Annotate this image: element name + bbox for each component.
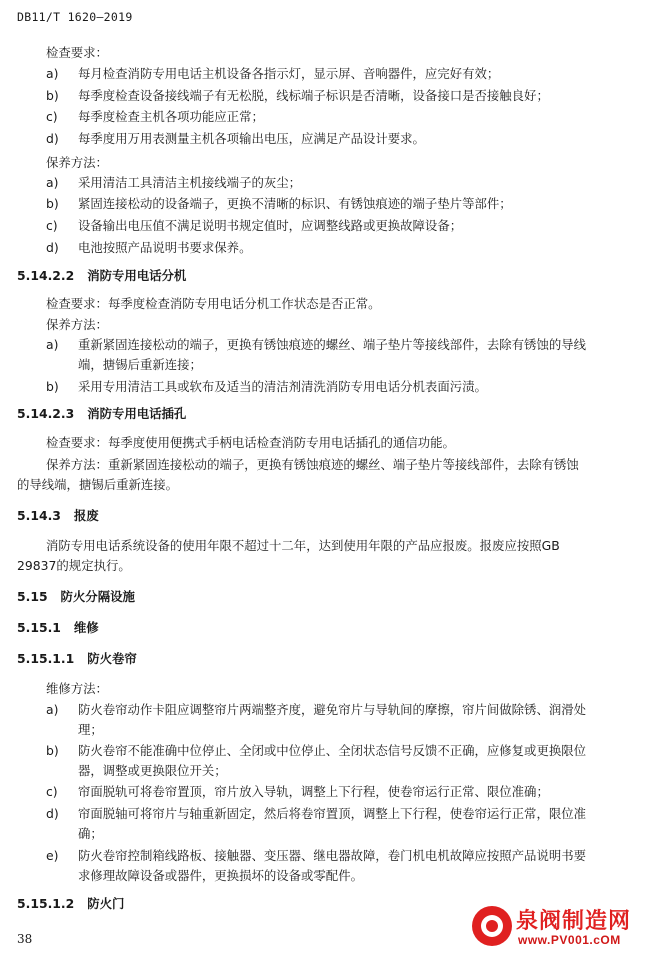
repair-method-label: 维修方法： xyxy=(46,681,108,696)
watermark-url: www.PV001.cOM xyxy=(518,933,621,947)
section-heading: 5.15.1.2 防火门 xyxy=(17,896,125,911)
paragraph-continuation: 的导线端，搪锡后重新连接。 xyxy=(17,477,179,492)
watermark-logo xyxy=(472,904,642,958)
section-heading: 5.15.1.1 防火卷帘 xyxy=(17,651,137,666)
document-header: DB11/T 1620—2019 xyxy=(17,10,133,24)
section-heading: 5.14.2.3 消防专用电话插孔 xyxy=(17,406,187,421)
maintenance-method-label: 保养方法： xyxy=(46,317,108,332)
paragraph: 检查要求：每季度检查消防专用电话分机工作状态是否正常。 xyxy=(46,296,381,311)
document-page: DB11/T 1620—2019 检查要求： a) 每月检查消防专用电话主机设备各指示灯，显示屏、音响器件，应完好有效； b) 每季度检查设备接线端子有无松脱，线标端子标识是否清晰，设备接口是否接触良好； c) 每季度检查主机各项功能应正常； d) 每季度用万用表测量主机各项输出电压，应满足产品设计要求。 保养方法： a) 采用清洁工具清洁主机接线端子的灰尘； b) 紧固连接松动的设备端子，更换不清晰的标识、有锈蚀痕迹的端子垫片等部件； c) 设备输出电压值不满足说明书规定值时，应调整线路或更换故障设备； d) 电池按照产品说明书要求保养。 5.14.2.2 消防专用电话分机 检查要求：每季度检查消防专用电话分机工作状态是否正常。 保养方法： a) 重新紧固连接松动的端子，更换有锈蚀痕迹的螺丝、端子垫片等接线部件，去除有锈蚀的导线 端，搪锡后重新连接； b) 采用专用清洁工具或软布及适当的清洁剂清洗消防专用电话分机表面污渍。 5.14.2.3 消防专用电话插孔 检查要求：每季度使用便携式手柄电话检查消防专用电话插孔的通信功能。 保养方法：重新紧固连接松动的端子，更换有锈蚀痕迹的螺丝、端子垫片等接线部件，去除有锈蚀 的导线端，搪锡后重新连接。 5.14.3 报废 消防专用电话系统设备的使用年限不超过十二年，达到使用年限的产品应报废。报废应按照GB 29837的规定执行。 5.15 防火分隔设施 5.15.1 维修 5.15.1.1 防火卷帘 维修方法： a) 防火卷帘动作卡阻应调整帘片两端整齐度，避免帘片与导轨间的摩擦，帘片间做除锈、润滑处 理； b) 防火卷帘不能准确中位停止、全闭或中位停止、全闭状态信号反馈不正确，应修复或更换限位 器，调整或更换限位开关； c) 帘面脱轨可将卷帘置顶，帘片放入导轨，调整上下行程，使卷帘运行正常、限位准确； d) 帘面脱轴可将帘片与轴重新固定，然后将卷帘置顶，调整上下行程，使卷帘运行正常，限位准 确； e) 防火卷帘控制箱线路板、接触器、变压器、继电器故障，卷门机电机故障应按照产品说明书要 求修理故障设备或器件，更换损坏的设备或零配件。 5.15.1.2 防火门 38 泉阀制造网 www.PV001.cOM xyxy=(0,0,650,962)
check-requirements-label: 检查要求： xyxy=(46,45,108,60)
section-heading: 5.15 防火分隔设施 xyxy=(17,589,135,604)
paragraph: 消防专用电话系统设备的使用年限不超过十二年，达到使用年限的产品应报废。报废应按照GB xyxy=(46,538,560,553)
valve-logo-dot xyxy=(486,920,498,932)
paragraph: 检查要求：每季度使用便携式手柄电话检查消防专用电话插孔的通信功能。 xyxy=(46,435,455,450)
section-heading: 5.15.1 维修 xyxy=(17,620,99,635)
maintenance-method-label: 保养方法： xyxy=(46,155,108,170)
paragraph-continuation: 29837的规定执行。 xyxy=(17,558,131,573)
section-heading: 5.14.2.2 消防专用电话分机 xyxy=(17,268,187,283)
section-heading: 5.14.3 报废 xyxy=(17,508,99,523)
paragraph: 保养方法：重新紧固连接松动的端子，更换有锈蚀痕迹的螺丝、端子垫片等接线部件，去除有锈蚀 xyxy=(46,457,579,472)
watermark-site-name: 泉阀制造网 xyxy=(516,909,632,934)
page-number: 38 xyxy=(17,932,33,946)
